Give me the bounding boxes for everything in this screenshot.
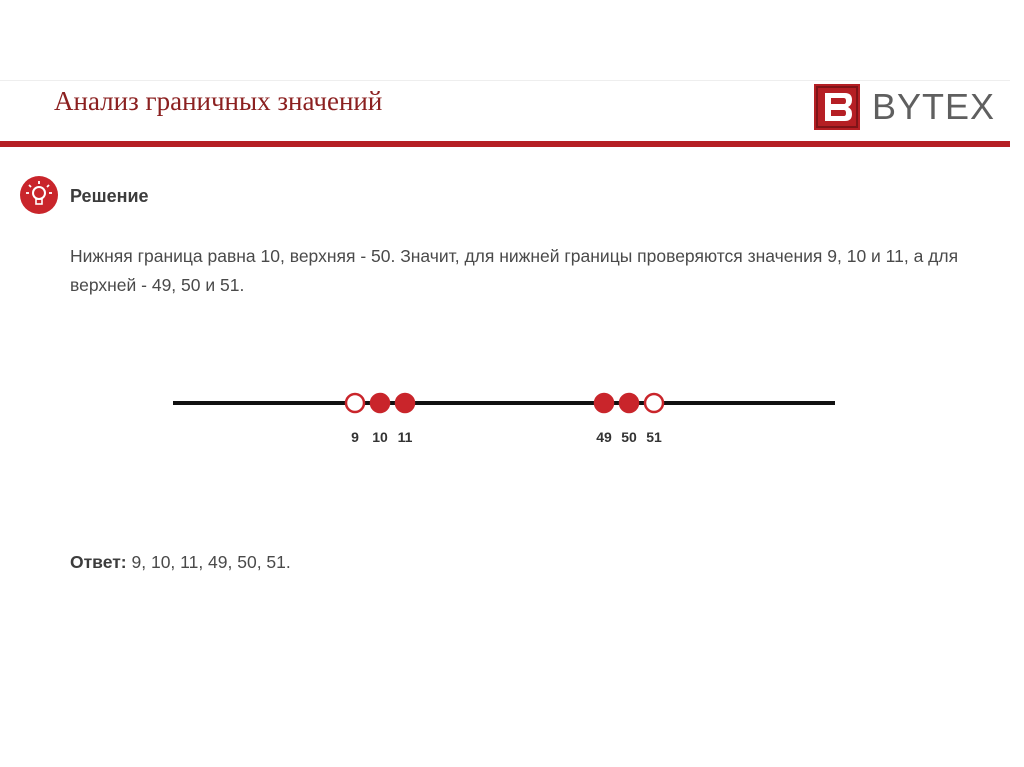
number-line-label-50: 50 [621, 429, 637, 445]
answer-value: 9, 10, 11, 49, 50, 51. [131, 552, 291, 572]
number-line-label-49: 49 [596, 429, 612, 445]
number-line-label-9: 9 [351, 429, 359, 445]
brand-name: BYTEX [872, 86, 996, 127]
bytex-logo-mark-icon [814, 84, 860, 130]
number-line-point-49 [595, 394, 613, 412]
number-line-label-10: 10 [372, 429, 388, 445]
number-line-point-11 [396, 394, 414, 412]
number-line-point-10 [371, 394, 389, 412]
lightbulb-icon [20, 176, 58, 214]
header-top-rule [0, 80, 1010, 81]
number-line-point-51 [645, 394, 663, 412]
number-line [0, 370, 1024, 460]
bytex-logo [814, 84, 995, 130]
number-line-point-50 [620, 394, 638, 412]
header-rule [0, 141, 1010, 147]
number-line-point-9 [346, 394, 364, 412]
answer [70, 552, 291, 573]
solution-text: Нижняя граница равна 10, верхняя - 50. Значит, для нижней границы проверяются значения 9, 10 и 11, а для верхней - 49, 50 и 51. [70, 246, 959, 295]
slide-title: Анализ граничных значений [54, 86, 383, 116]
answer-label: Ответ: [70, 552, 127, 572]
number-line-label-11: 11 [397, 429, 413, 445]
number-line-label-51: 51 [646, 429, 662, 445]
section-heading: Решение [70, 186, 149, 206]
